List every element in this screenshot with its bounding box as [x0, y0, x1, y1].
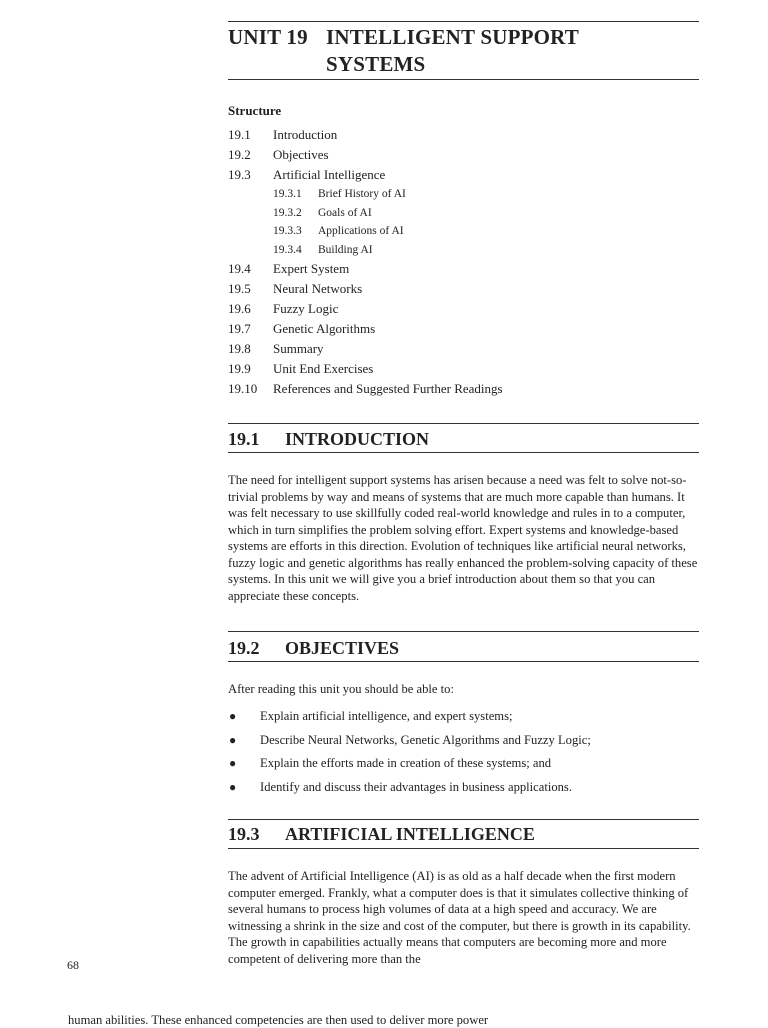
toc-label: Goals of AI — [318, 206, 372, 219]
toc-number: 19.3.4 — [273, 243, 302, 256]
section-heading-introduction — [228, 428, 699, 450]
toc-item — [228, 359, 699, 379]
toc-item — [228, 319, 699, 339]
objective-item — [228, 778, 699, 802]
toc-label: Artificial Intelligence — [273, 167, 386, 182]
unit-title-line2: SYSTEMS — [326, 52, 426, 76]
unit-title-line1: INTELLIGENT SUPPORT — [326, 25, 579, 49]
section-rule-bottom — [228, 452, 699, 453]
section-number: 19.2 — [228, 638, 260, 658]
ai-paragraph: The advent of Artificial Intelligence (AI) is as old as a half decade when the first modern computer emerged. Frankly, what a computer does is that it simulates collective thinking of several humans to process high volumes of data at a high speed and accuracy. We are witnessing a shrink in the size and cost of the computer, but there is growth in its capability. The growth in capabilities actually means that computers are becoming more and more competent of delivering more than the — [228, 869, 691, 966]
toc-label: References and Suggested Further Readings — [273, 381, 503, 397]
bullet-icon: ● — [229, 732, 237, 747]
toc-label: Neural Networks — [273, 281, 363, 297]
page-number: 68 — [67, 958, 79, 972]
section-heading-objectives — [228, 637, 699, 659]
toc-subitem — [228, 241, 699, 260]
toc-label: Brief History of AI — [318, 188, 406, 200]
toc-number: 19.9 — [228, 361, 251, 377]
toc-label: Building AI — [318, 243, 373, 256]
toc-number: 19.3 — [228, 167, 251, 182]
toc-number: 19.10 — [228, 381, 258, 397]
title-top-rule — [228, 21, 699, 22]
objective-text: Explain the efforts made in creation of these systems; and — [260, 756, 552, 770]
toc-item — [228, 259, 699, 279]
toc-number: 19.5 — [228, 281, 251, 297]
toc-label: Expert System — [273, 261, 350, 277]
table-of-contents — [228, 125, 699, 399]
section-rule-top — [228, 423, 699, 424]
section-title: ARTIFICIAL INTELLIGENCE — [285, 824, 535, 844]
introduction-paragraph: The need for intelligent support systems has arisen because a need was felt to solve not-so-trivial problems by way and means of systems that are much more capable than humans. It was felt necessary to use skillfully coded real-world knowledge and rules in to a computer, which in turn simplifies the problem solving effort. Expert systems and knowledge-based systems are efforts in this direction. Evolution of techniques like artificial neural networks, fuzzy logic and genetic algorithms has really enhanced the problem-solving capacity of these systems. In this unit we will give you a brief introduction about them so that you can appreciate these concepts. — [228, 473, 698, 603]
section-rule-top — [228, 819, 699, 820]
bullet-icon: ● — [229, 756, 237, 770]
section-rule-bottom — [228, 848, 699, 849]
objective-item — [228, 754, 699, 778]
objectives-intro: After reading this unit you should be able to: — [228, 682, 454, 696]
toc-subitem — [228, 204, 699, 223]
section-title: OBJECTIVES — [285, 638, 400, 658]
section-number: 19.3 — [228, 824, 260, 844]
toc-item — [228, 125, 699, 145]
toc-item — [228, 165, 699, 185]
section-number: 19.1 — [228, 429, 260, 449]
toc-number: 19.3.1 — [273, 188, 302, 200]
section-heading-ai — [228, 823, 699, 845]
objective-text: Explain artificial intelligence, and expert systems; — [260, 709, 513, 723]
unit-title — [228, 24, 699, 78]
toc-label: Unit End Exercises — [273, 361, 374, 377]
section-title: INTRODUCTION — [285, 429, 430, 449]
toc-label: Genetic Algorithms — [273, 321, 376, 337]
toc-label: Applications of AI — [318, 225, 404, 238]
bullet-icon: ● — [229, 779, 237, 794]
bullet-icon: ● — [229, 709, 237, 723]
toc-item — [228, 339, 699, 359]
toc-number: 19.3.2 — [273, 206, 302, 219]
toc-label: Objectives — [273, 147, 329, 162]
toc-label: Summary — [273, 341, 324, 357]
title-bottom-rule — [228, 79, 699, 80]
toc-subitem — [228, 222, 699, 241]
toc-item — [228, 299, 699, 319]
section-rule-top — [228, 631, 699, 632]
structure-heading: Structure — [228, 103, 282, 118]
toc-number: 19.6 — [228, 301, 251, 317]
toc-item — [228, 279, 699, 299]
toc-item — [228, 145, 699, 165]
toc-number: 19.2 — [228, 147, 251, 162]
toc-number: 19.3.3 — [273, 225, 302, 238]
next-page-text-line: human abilities. These enhanced competencies are then used to deliver more power — [68, 1013, 489, 1027]
toc-number: 19.1 — [228, 127, 251, 142]
objectives-list — [228, 707, 699, 801]
toc-item — [228, 379, 699, 399]
objective-text: Describe Neural Networks, Genetic Algorithms and Fuzzy Logic; — [260, 732, 591, 747]
toc-label: Fuzzy Logic — [273, 301, 339, 317]
objective-text: Identify and discuss their advantages in business applications. — [260, 779, 572, 794]
objective-item — [228, 707, 699, 731]
section-rule-bottom — [228, 661, 699, 662]
toc-number: 19.4 — [228, 261, 251, 277]
objective-item — [228, 731, 699, 755]
toc-number: 19.8 — [228, 341, 251, 357]
toc-subitem — [228, 185, 699, 204]
toc-label: Introduction — [273, 127, 338, 142]
toc-number: 19.7 — [228, 321, 251, 337]
unit-number: UNIT 19 — [228, 25, 308, 49]
